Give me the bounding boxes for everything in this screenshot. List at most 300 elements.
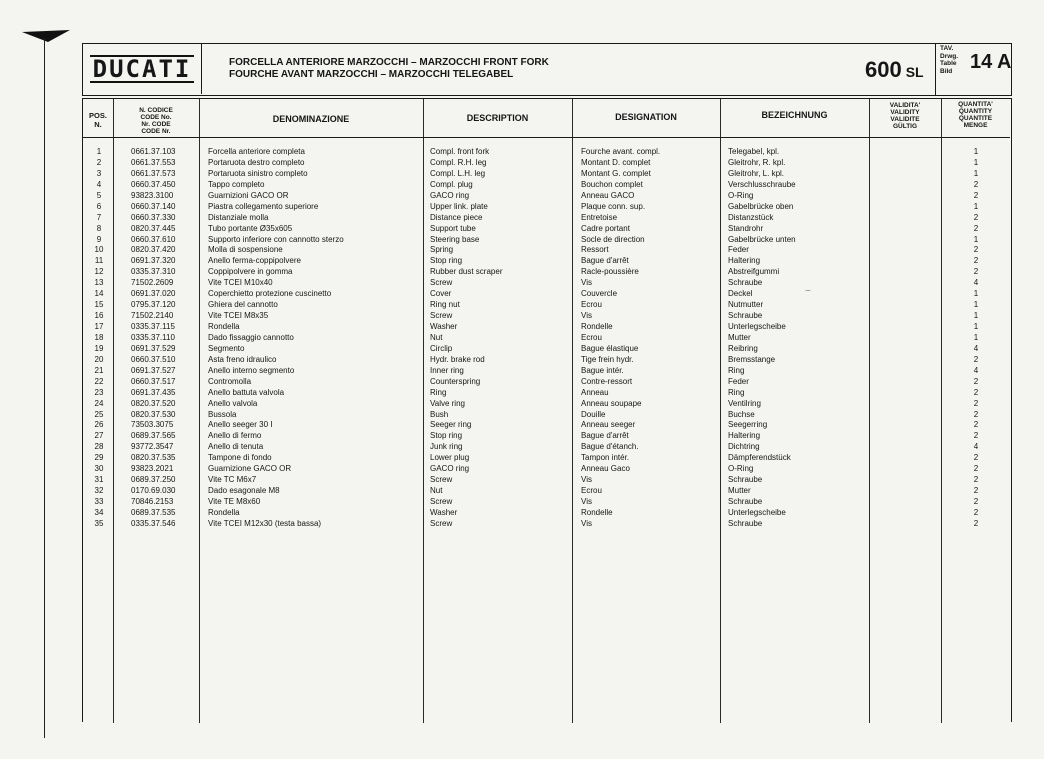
description-cell: GACO ring xyxy=(430,464,470,474)
designation-cell: Ressort xyxy=(581,245,609,255)
col-header-code-line: CODE No. xyxy=(140,114,172,121)
denominazione-cell: Supporto inferiore con cannotto sterzo xyxy=(208,234,344,244)
table-row xyxy=(83,289,1010,300)
denominazione-cell: Contromolla xyxy=(208,376,252,386)
punch-hole-mark xyxy=(22,30,70,42)
quantity-cell: 1 xyxy=(973,289,979,299)
designation-cell: Anneau soupape xyxy=(581,398,642,408)
bezeichnung-cell: O-Ring xyxy=(728,190,754,200)
table-label: Table xyxy=(940,60,957,67)
designation-cell: Racle-poussière xyxy=(581,267,639,277)
designation-cell: Douille xyxy=(581,409,606,419)
code-cell: 0689.37.565 xyxy=(131,431,176,441)
code-cell: 0689.37.250 xyxy=(131,475,176,485)
code-cell: 0335.37.115 xyxy=(131,322,175,331)
code-cell: 0661.37.103 xyxy=(131,147,176,156)
col-header-code-line: N. CODICE xyxy=(139,107,173,114)
code-cell: 0691.37.435 xyxy=(131,387,176,397)
designation-cell: Contre-ressort xyxy=(581,376,633,386)
pos-cell: 23 xyxy=(94,387,104,397)
denominazione-cell: Asta freno idraulico xyxy=(208,354,277,364)
description-cell: Circlip xyxy=(430,343,453,353)
table-row xyxy=(83,169,1010,180)
table-row xyxy=(83,388,1010,399)
designation-cell: Montant D. complet xyxy=(581,157,651,167)
designation-cell: Couvercle xyxy=(581,289,618,299)
quantity-cell: 4 xyxy=(973,278,979,288)
pos-cell: 13 xyxy=(94,278,104,288)
quantity-cell: 2 xyxy=(973,354,979,364)
designation-cell: Plaque conn. sup. xyxy=(581,201,646,211)
code-cell: 0660.37.330 xyxy=(131,212,176,222)
code-cell: 70846.2153 xyxy=(131,497,174,506)
description-cell: Seeger ring xyxy=(430,420,472,430)
designation-cell: Vis xyxy=(581,518,592,528)
quantity-cell: 4 xyxy=(973,442,979,452)
description-cell: Upper link. plate xyxy=(430,201,488,211)
denominazione-cell: Vite TC M6x7 xyxy=(208,475,257,485)
bezeichnung-cell: Gabelbrücke oben xyxy=(728,201,794,211)
quantity-cell: 2 xyxy=(973,409,979,419)
quantity-cell: 2 xyxy=(973,464,979,474)
denominazione-cell: Guarnizioni GACO OR xyxy=(208,190,289,200)
quantity-cell: 2 xyxy=(973,179,979,189)
quantity-cell: 1 xyxy=(973,322,979,331)
quantity-cell: 2 xyxy=(973,376,979,386)
denominazione-cell: Forcella anteriore completa xyxy=(208,147,305,156)
denominazione-cell: Coppipolvere in gomma xyxy=(208,267,293,277)
denominazione-cell: Tubo portante Ø35x605 xyxy=(208,223,293,233)
pos-cell: 29 xyxy=(94,453,104,463)
pos-cell: 17 xyxy=(94,322,104,331)
bezeichnung-cell: Schraube xyxy=(728,497,763,506)
bezeichnung-cell: Telegabel, kpl. xyxy=(728,147,780,156)
col-header-validity-line: VALIDITA' xyxy=(889,102,921,109)
table-number: 14 A xyxy=(970,51,1012,73)
table-reference-cell xyxy=(935,43,1014,95)
denominazione-cell: Vite TE M8x60 xyxy=(208,497,261,506)
quantity-cell: 2 xyxy=(973,431,979,441)
title-line-1: FORCELLA ANTERIORE MARZOCCHI – MARZOCCHI FRONT FORK xyxy=(229,57,549,68)
pos-cell: 5 xyxy=(96,190,102,200)
pos-cell: 21 xyxy=(94,365,104,375)
designation-cell: Anneau Gaco xyxy=(581,464,630,474)
model-designation xyxy=(865,57,924,83)
pos-cell: 26 xyxy=(94,420,104,430)
bezeichnung-cell: Haltering xyxy=(728,256,761,266)
denominazione-cell: Dado fissaggio cannotto xyxy=(208,332,294,342)
code-cell: 0820.37.420 xyxy=(131,245,176,255)
bezeichnung-cell: Feder xyxy=(728,376,749,386)
col-header-code xyxy=(113,107,199,135)
catalog-header xyxy=(82,43,1012,96)
quantity-cell: 1 xyxy=(973,201,979,211)
denominazione-cell: Portaruota sinistro completo xyxy=(208,168,308,178)
quantity-cell: 1 xyxy=(973,234,979,244)
code-cell: 0170.69.030 xyxy=(131,486,176,496)
designation-cell: Vis xyxy=(581,311,592,321)
denominazione-cell: Dado esagonale M8 xyxy=(208,486,280,496)
description-cell: Ring xyxy=(430,387,447,397)
tav-label: TAV. xyxy=(940,45,954,52)
pos-cell: 25 xyxy=(94,409,104,419)
bezeichnung-cell: Ring xyxy=(728,365,745,375)
bezeichnung-cell: Ventilring xyxy=(728,398,761,408)
col-header-qty-line: QUANTITA' xyxy=(958,101,993,108)
quantity-cell: 2 xyxy=(973,256,979,266)
code-cell: 71502.2609 xyxy=(131,278,174,288)
table-row xyxy=(83,497,1010,508)
col-header-denominazione: DENOMINAZIONE xyxy=(272,114,350,124)
description-cell: Screw xyxy=(430,311,453,321)
bezeichnung-cell: Schraube xyxy=(728,311,763,321)
pos-cell: 6 xyxy=(96,201,102,211)
description-cell: Rubber dust scraper xyxy=(430,267,503,277)
col-header-pos-line: N. xyxy=(94,120,102,129)
table-row xyxy=(83,410,1010,421)
bezeichnung-cell: Schraube xyxy=(728,278,763,288)
page-title xyxy=(229,57,549,81)
pos-cell: 34 xyxy=(94,507,104,517)
code-cell: 93823.3100 xyxy=(131,190,174,200)
bezeichnung-cell: Verschlusschraube xyxy=(728,179,796,189)
denominazione-cell: Anello interno segmento xyxy=(208,365,295,375)
table-row xyxy=(83,213,1010,224)
code-cell: 0660.37.610 xyxy=(131,234,176,244)
table-row xyxy=(83,377,1010,388)
table-row xyxy=(83,519,1010,530)
table-row xyxy=(83,508,1010,519)
col-header-validity-line: VALIDITE xyxy=(890,116,920,123)
table-row xyxy=(83,453,1010,464)
pos-cell: 12 xyxy=(94,267,104,277)
description-cell: Compl. R.H. leg xyxy=(430,157,487,167)
code-cell: 0691.37.527 xyxy=(131,365,176,375)
description-cell: Nut xyxy=(430,332,443,342)
description-cell: Counterspring xyxy=(430,376,481,386)
description-cell: Steering base xyxy=(430,234,480,244)
table-row xyxy=(83,311,1010,322)
quantity-cell: 1 xyxy=(973,157,979,167)
code-cell: 71502.2140 xyxy=(131,311,174,321)
designation-cell: Tige frein hydr. xyxy=(581,354,634,364)
pos-cell: 27 xyxy=(94,431,104,441)
denominazione-cell: Piastra collegamento superiore xyxy=(208,201,319,211)
designation-cell: Entretoise xyxy=(581,212,618,222)
parts-table xyxy=(82,98,1012,722)
quantity-cell: 2 xyxy=(973,212,979,222)
denominazione-cell: Vite TCEI M8x35 xyxy=(208,311,269,321)
description-cell: Support tube xyxy=(430,223,476,233)
designation-cell: Socle de direction xyxy=(581,234,645,244)
designation-cell: Cadre portant xyxy=(581,223,630,233)
description-cell: Screw xyxy=(430,497,453,506)
table-row xyxy=(83,267,1010,278)
designation-cell: Bague intér. xyxy=(581,365,624,375)
bezeichnung-cell: Mutter xyxy=(728,332,751,342)
denominazione-cell: Vite TCEI M10x40 xyxy=(208,278,273,288)
description-cell: Ring nut xyxy=(430,300,460,310)
header-rule xyxy=(83,137,1010,138)
denominazione-cell: Tampone di fondo xyxy=(208,453,272,463)
pos-cell: 20 xyxy=(94,354,104,364)
description-cell: Screw xyxy=(430,518,453,528)
designation-cell: Bague élastique xyxy=(581,343,639,353)
pos-cell: 7 xyxy=(96,212,102,222)
denominazione-cell: Anello valvola xyxy=(208,398,258,408)
designation-cell: Rondelle xyxy=(581,507,613,517)
col-header-pos xyxy=(83,111,113,129)
description-cell: Washer xyxy=(430,507,458,517)
description-cell: Screw xyxy=(430,475,453,485)
pos-cell: 1 xyxy=(96,147,102,156)
code-cell: 0820.37.530 xyxy=(131,409,176,419)
bezeichnung-cell: Unterlegscheibe xyxy=(728,507,786,517)
code-cell: 0335.37.110 xyxy=(131,332,175,342)
denominazione-cell: Anello di fermo xyxy=(208,431,262,441)
quantity-cell: 4 xyxy=(973,343,979,353)
quantity-cell: 2 xyxy=(973,387,979,397)
code-cell: 0661.37.573 xyxy=(131,168,176,178)
code-cell: 0691.37.529 xyxy=(131,343,176,353)
table-row xyxy=(83,475,1010,486)
description-cell: Washer xyxy=(430,322,458,331)
description-cell: Spring xyxy=(430,245,454,255)
table-row xyxy=(83,180,1010,191)
code-cell: 0795.37.120 xyxy=(131,300,176,310)
bezeichnung-cell: Unterlegscheibe xyxy=(728,322,786,331)
denominazione-cell: Molla di sospensione xyxy=(208,245,283,255)
bezeichnung-cell: Bremsstange xyxy=(728,354,776,364)
designation-cell: Anneau GACO xyxy=(581,190,635,200)
designation-cell: Bague d'arrêt xyxy=(581,431,629,441)
pos-cell: 31 xyxy=(94,475,104,485)
designation-cell: Bague d'étanch. xyxy=(581,442,639,452)
designation-cell: Anneau xyxy=(581,387,609,397)
bezeichnung-cell: Feder xyxy=(728,245,749,255)
parts-rows xyxy=(83,147,1010,530)
table-row xyxy=(83,191,1010,202)
denominazione-cell: Ghiera del cannotto xyxy=(208,300,278,310)
code-cell: 0820.37.535 xyxy=(131,453,176,463)
table-row xyxy=(83,224,1010,235)
pos-cell: 10 xyxy=(94,245,104,255)
description-cell: Valve ring xyxy=(430,398,465,408)
model-number: 600 xyxy=(865,57,902,82)
col-header-quantity xyxy=(941,101,1010,129)
description-cell: Stop ring xyxy=(430,256,463,266)
code-cell: 93823.2021 xyxy=(131,464,174,474)
quantity-cell: 2 xyxy=(973,245,979,255)
bezeichnung-cell: Deckel xyxy=(728,289,753,299)
denominazione-cell: Anello seeger 30 I xyxy=(208,420,273,430)
denominazione-cell: Distanziale molla xyxy=(208,212,269,222)
description-cell: Stop ring xyxy=(430,431,463,441)
denominazione-cell: Anello di tenuta xyxy=(208,442,264,452)
code-cell: 0660.37.450 xyxy=(131,179,176,189)
col-header-qty-line: QUANTITE xyxy=(958,115,993,122)
denominazione-cell: Rondella xyxy=(208,322,240,331)
table-row xyxy=(83,147,1010,158)
denominazione-cell: Tappo completo xyxy=(208,179,265,189)
designation-cell: Fourche avant. compl. xyxy=(581,147,661,156)
description-cell: Inner ring xyxy=(430,365,464,375)
bezeichnung-cell: Distanzstück xyxy=(728,212,774,222)
pos-cell: 24 xyxy=(94,398,104,408)
quantity-cell: 1 xyxy=(973,168,979,178)
quantity-cell: 1 xyxy=(973,332,979,342)
quantity-cell: 1 xyxy=(973,311,979,321)
bild-label: Bild xyxy=(940,67,953,75)
bezeichnung-cell: Schraube xyxy=(728,518,763,528)
quantity-cell: 2 xyxy=(973,475,979,485)
quantity-cell: 2 xyxy=(973,398,979,408)
quantity-cell: 1 xyxy=(973,300,979,310)
table-row xyxy=(83,333,1010,344)
pencil-tick-mark: ⌣ xyxy=(805,285,811,295)
designation-cell: Ecrou xyxy=(581,300,602,310)
description-cell: Junk ring xyxy=(430,442,463,452)
code-cell: 0660.37.517 xyxy=(131,376,176,386)
quantity-cell: 2 xyxy=(973,420,979,430)
table-row xyxy=(83,420,1010,431)
table-row xyxy=(83,158,1010,169)
pos-cell: 18 xyxy=(94,332,104,342)
col-header-qty-line: QUANTITY xyxy=(958,108,993,115)
code-cell: 0689.37.535 xyxy=(131,507,176,517)
designation-cell: Bouchon complet xyxy=(581,179,643,189)
bezeichnung-cell: Gleitrohr, R. kpl. xyxy=(728,157,786,167)
col-header-validity-line: VALIDITY xyxy=(890,109,920,116)
model-suffix: SL xyxy=(905,64,924,80)
pos-cell: 28 xyxy=(94,442,104,452)
code-cell: 0661.37.553 xyxy=(131,157,176,167)
quantity-cell: 2 xyxy=(973,518,979,528)
bezeichnung-cell: Dämpferendstück xyxy=(728,453,791,463)
description-cell: Cover xyxy=(430,289,452,299)
brand-logo: DUCATI xyxy=(90,55,195,83)
quantity-cell: 4 xyxy=(973,365,979,375)
designation-cell: Rondelle xyxy=(581,322,613,331)
code-cell: 0335.37.546 xyxy=(131,518,176,528)
table-row xyxy=(83,355,1010,366)
code-cell: 0335.37.310 xyxy=(131,267,176,277)
pos-cell: 35 xyxy=(94,518,104,528)
bezeichnung-cell: Buchse xyxy=(728,409,755,419)
description-cell: Screw xyxy=(430,278,453,288)
quantity-cell: 2 xyxy=(973,453,979,463)
table-reference-labels xyxy=(940,45,958,75)
bezeichnung-cell: Ring xyxy=(728,387,745,397)
denominazione-cell: Rondella xyxy=(208,507,240,517)
denominazione-cell: Coperchietto protezione cuscinetto xyxy=(208,289,332,299)
description-cell: Distance piece xyxy=(430,212,483,222)
table-row xyxy=(83,442,1010,453)
brand-logo-cell xyxy=(83,44,202,94)
code-cell: 0660.37.510 xyxy=(131,354,176,364)
bezeichnung-cell: Nutmutter xyxy=(728,300,764,310)
title-line-2: FOURCHE AVANT MARZOCCHI – MARZOCCHI TELEGABEL xyxy=(229,69,514,80)
description-cell: Compl. front fork xyxy=(430,147,490,156)
bezeichnung-cell: Seegerring xyxy=(728,420,768,430)
designation-cell: Bague d'arrêt xyxy=(581,256,629,266)
pos-cell: 15 xyxy=(94,300,104,310)
bezeichnung-cell: Abstreifgummi xyxy=(728,267,780,277)
col-header-validity-line: GÜLTIG xyxy=(892,123,918,130)
bezeichnung-cell: Dichtring xyxy=(728,442,760,452)
bezeichnung-cell: Schraube xyxy=(728,475,763,485)
bezeichnung-cell: Mutter xyxy=(728,486,751,496)
table-row xyxy=(83,399,1010,410)
table-row xyxy=(83,300,1010,311)
col-header-pos-line: POS. xyxy=(89,111,107,120)
table-row xyxy=(83,344,1010,355)
pos-cell: 32 xyxy=(94,486,104,496)
pos-cell: 3 xyxy=(96,168,102,178)
table-row xyxy=(83,202,1010,213)
pos-cell: 11 xyxy=(94,256,104,266)
quantity-cell: 2 xyxy=(973,190,979,200)
col-header-code-line: CODE Nr. xyxy=(141,128,171,135)
denominazione-cell: Bussola xyxy=(208,409,237,419)
table-row xyxy=(83,431,1010,442)
pos-cell: 33 xyxy=(94,497,104,506)
designation-cell: Ecrou xyxy=(581,486,602,496)
table-row xyxy=(83,256,1010,267)
description-cell: Hydr. brake rod xyxy=(430,354,485,364)
col-header-validity xyxy=(869,102,941,130)
denominazione-cell: Anello ferma-coppipolvere xyxy=(208,256,301,266)
denominazione-cell: Segmento xyxy=(208,343,245,353)
code-cell: 0691.37.320 xyxy=(131,256,176,266)
bezeichnung-cell: Standrohr xyxy=(728,223,764,233)
description-cell: Compl. plug xyxy=(430,179,473,189)
col-header-bezeichnung: BEZEICHNUNG xyxy=(761,110,828,120)
col-header-designation: DESIGNATION xyxy=(615,112,677,122)
denominazione-cell: Guarnizione GACO OR xyxy=(208,464,292,474)
designation-cell: Vis xyxy=(581,475,592,485)
table-row xyxy=(83,322,1010,333)
description-cell: Lower plug xyxy=(430,453,470,463)
pos-cell: 4 xyxy=(96,179,102,189)
code-cell: 0660.37.140 xyxy=(131,201,176,211)
code-cell: 93772.3547 xyxy=(131,442,174,452)
pos-cell: 9 xyxy=(96,234,102,244)
table-row xyxy=(83,366,1010,377)
pos-cell: 19 xyxy=(94,343,104,353)
pos-cell: 14 xyxy=(94,289,104,299)
denominazione-cell: Anello battuta valvola xyxy=(208,387,285,397)
pos-cell: 8 xyxy=(96,223,102,233)
bezeichnung-cell: Gabelbrücke unten xyxy=(728,234,796,244)
binding-margin-line xyxy=(44,38,45,738)
pos-cell: 16 xyxy=(94,311,104,321)
bezeichnung-cell: Gleitrohr, L. kpl. xyxy=(728,168,785,178)
code-cell: 0820.37.520 xyxy=(131,398,176,408)
pos-cell: 2 xyxy=(96,157,102,167)
table-row xyxy=(83,486,1010,497)
quantity-cell: 1 xyxy=(973,147,979,156)
description-cell: GACO ring xyxy=(430,190,470,200)
designation-cell: Ecrou xyxy=(581,332,602,342)
drwg-label: Drwg. xyxy=(940,52,959,60)
pos-cell: 22 xyxy=(94,376,104,386)
bezeichnung-cell: Haltering xyxy=(728,431,761,441)
table-row xyxy=(83,245,1010,256)
description-cell: Nut xyxy=(430,486,443,496)
designation-cell: Vis xyxy=(581,497,592,506)
description-cell: Compl. L.H. leg xyxy=(430,168,486,178)
